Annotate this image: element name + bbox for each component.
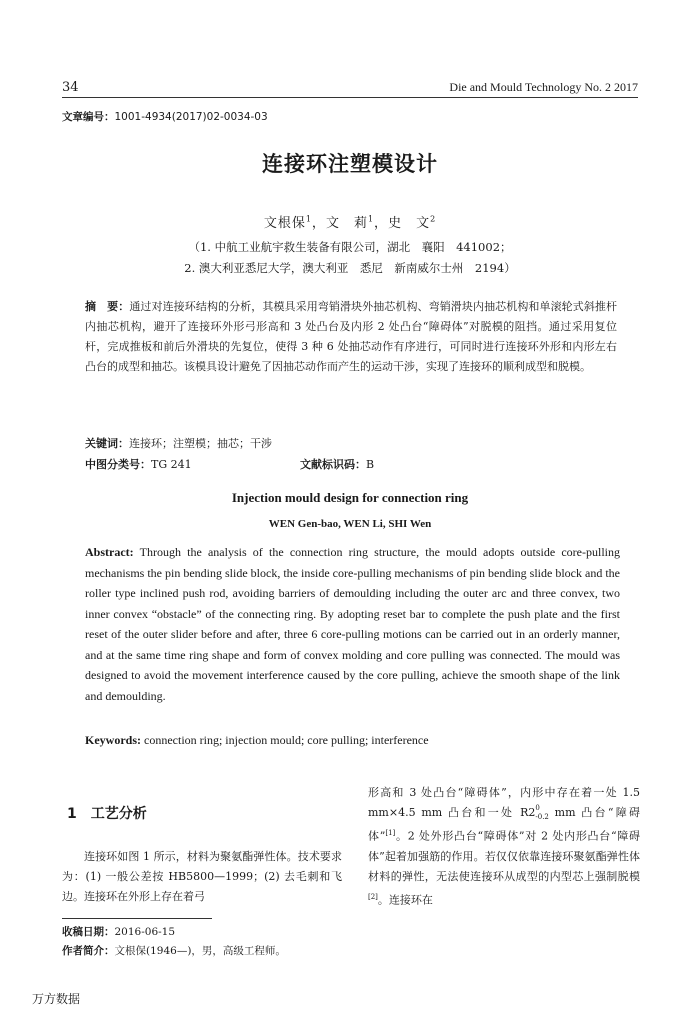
abstract-english: Abstract: Through the analysis of the connection ring structure, the mould adopts outside core-pulling mechanisms the pin bending slide block, the inside core-pulling mechanisms of pin bending slide block and the roller type inclined push rod, avoiding barriers of demoulding including the outer arc and three convex, two inner convex “obstacle” of the connecting ring. By adopting reset bar to complete the push plate and the first reset of the outer slider before and after, three 6 core-pulling motions can be carried out in an orderly manner, and at the same time ring shape and form of convex molding and core pulling was connected. The mould was designed to avoid the movement interference caused by the core pulling, achieve the smooth shape of the link and demoulding. (85, 545, 620, 703)
author-list: 文根保$^1$，文 莉$^1$，史 文$^2$ (263, 214, 437, 231)
english-title: Injection mould design for connection ring (231, 490, 469, 505)
classification-number: 中图分类号：TG 241 (85, 458, 192, 471)
footnote-received-date: 收稿日期：2016-06-15 (62, 926, 176, 938)
page-number: 34 (62, 80, 79, 95)
author-name: 史 文 (388, 216, 431, 231)
section-heading: 1 工艺分析 (67, 806, 147, 822)
abstract-chinese: 摘 要：通过对连接环结构的分析，其模具采用弯销滑块外抽芯机构、弯销滑块内抽芯机构和单滚轮式斜推杆内抽芯机构，避开了连接环外形弓形高和 3 处凸台及内形 2 处凸台“障碍体”对脱模的阻挡。通过采用复位杆，完成推板和前后外滑块的先复位，使得 3 种 6 处抽芯动作有序进行，可同时进行连接环外形和内形左右凸台的成型和抽芯。该模具设计避免了因抽芯动作而产生的运动干涉，实现了连接环的顺利成型和脱模。 (85, 300, 617, 373)
citation-2: [2] (368, 892, 378, 901)
citation-1: [1] (385, 829, 396, 837)
header-rule (62, 97, 638, 98)
affiliation-2: 2. 澳大利亚悉尼大学，澳大利亚 悉尼 新南威尔士州 2194） (184, 261, 516, 275)
author-name: 文 莉 (325, 216, 368, 231)
author-name: 文根保 (263, 216, 306, 231)
journal-header: Die and Mould Technology No. 2 2017 (449, 80, 638, 94)
body-paragraph: 连接环如图 1 所示，材料为聚氨酯弹性体。技术要求为：(1) 一般公差按 HB5800—1999；(2) 去毛刺和飞边。连接环在外形上存在着弓 (62, 850, 342, 903)
english-authors: WEN Gen-bao, WEN Li, SHI Wen (268, 518, 432, 530)
article-number: 文章编号：1001-4934(2017)02-0034-03 (62, 111, 268, 123)
affiliation-1: （1. 中航工业航宇救生装备有限公司，湖北 襄阳 441002； (188, 240, 512, 254)
keywords-chinese: 关键词：连接环；注塑模；抽芯；干涉 (85, 437, 272, 450)
body-paragraph: 形高和 3 处凸台“障碍体”，内形中存在着一处 1.5 mm×4.5 mm 凸台和一处 R20 -0.2 mm 凸台“障碍体”[1]。2 处外形凸台“障碍体”对 2 处内形凸台“障碍体”起着加强筋的作用。若仅仅依靠连接环聚氨酯弹性体材料的弹性，无法使连接环从成型的内型芯上强制脱模[2]。连接环在 (368, 786, 641, 907)
body-column-left (62, 847, 342, 907)
footnote-rule (62, 918, 212, 919)
body-column-right (368, 783, 640, 910)
keywords-english: Keywords: connection ring; injection mould; core pulling; interference (85, 733, 429, 747)
paper-title: 连接环注塑模设计 (262, 152, 438, 176)
document-code: 文献标识码：B (300, 458, 375, 471)
wanfang-watermark: 万方数据 (32, 992, 81, 1006)
footnote-author-bio: 作者简介：文根保(1946—)，男，高级工程师。 (62, 945, 286, 957)
